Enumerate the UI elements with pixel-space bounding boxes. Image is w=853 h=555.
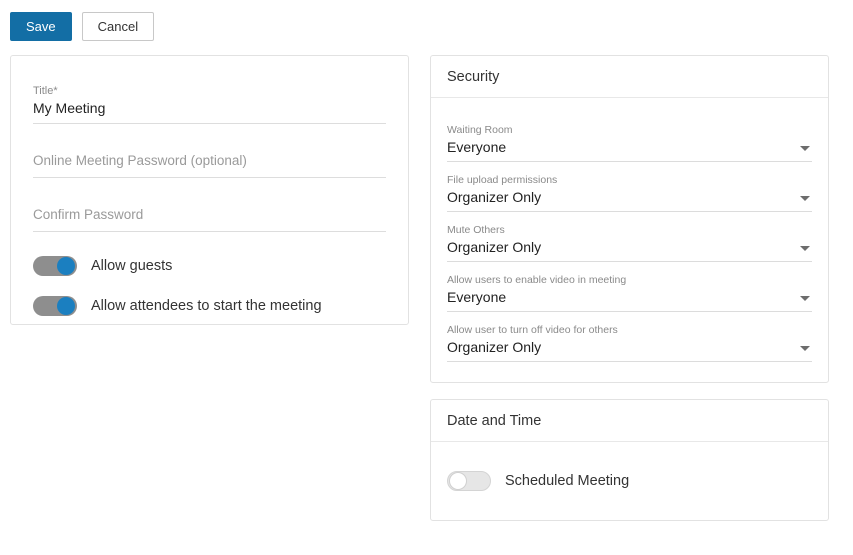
online-meeting-password-field[interactable] — [33, 124, 386, 178]
allow-turn-off-video-select[interactable] — [447, 312, 812, 362]
toolbar — [10, 12, 154, 41]
file-upload-permissions-label: File upload permissions — [447, 173, 558, 186]
chevron-down-icon[interactable] — [800, 296, 810, 301]
chevron-down-icon[interactable] — [800, 246, 810, 251]
chevron-down-icon[interactable] — [800, 146, 810, 151]
waiting-room-label: Waiting Room — [447, 123, 513, 136]
title-input[interactable]: My Meeting — [33, 100, 106, 117]
toggle-knob-icon — [449, 472, 467, 490]
mute-others-label: Mute Others — [447, 223, 505, 236]
mute-others-value: Organizer Only — [447, 239, 542, 256]
meeting-details-card — [10, 55, 409, 325]
save-button[interactable]: Save — [10, 12, 72, 41]
allow-enable-video-value: Everyone — [447, 289, 507, 306]
date-and-time-card — [430, 399, 829, 521]
allow-enable-video-select[interactable] — [447, 262, 812, 312]
allow-enable-video-label: Allow users to enable video in meeting — [447, 273, 627, 286]
confirm-password-field[interactable] — [33, 178, 386, 232]
allow-guests-label: Allow guests — [91, 258, 173, 274]
allow-turn-off-video-label: Allow user to turn off video for others — [447, 323, 618, 336]
mute-others-select[interactable] — [447, 212, 812, 262]
title-required-mark: * — [53, 85, 58, 98]
chevron-down-icon[interactable] — [800, 346, 810, 351]
title-field[interactable] — [33, 70, 386, 124]
scheduled-meeting-toggle[interactable] — [447, 471, 491, 491]
toggle-knob-icon — [57, 297, 75, 315]
title-field-label — [33, 85, 386, 98]
allow-turn-off-video-value: Organizer Only — [447, 339, 542, 356]
confirm-password-placeholder: Confirm Password — [33, 206, 144, 222]
date-and-time-card-header: Date and Time — [431, 400, 828, 442]
toggle-knob-icon — [57, 257, 75, 275]
security-card — [430, 55, 829, 383]
allow-attendees-start-toggle[interactable] — [33, 296, 77, 316]
cancel-button[interactable]: Cancel — [82, 12, 154, 41]
file-upload-permissions-value: Organizer Only — [447, 189, 542, 206]
allow-guests-toggle[interactable] — [33, 256, 77, 276]
waiting-room-select[interactable] — [447, 112, 812, 162]
allow-attendees-start-row[interactable] — [33, 286, 386, 326]
security-card-header: Security — [431, 56, 828, 98]
title-label-text: Title — [33, 85, 54, 98]
file-upload-permissions-select[interactable] — [447, 162, 812, 212]
scheduled-meeting-label: Scheduled Meeting — [505, 473, 630, 489]
allow-guests-row[interactable] — [33, 246, 386, 286]
allow-attendees-start-label: Allow attendees to start the meeting — [91, 298, 322, 314]
waiting-room-value: Everyone — [447, 139, 507, 156]
scheduled-meeting-row[interactable] — [431, 442, 828, 520]
chevron-down-icon[interactable] — [800, 196, 810, 201]
online-meeting-password-placeholder: Online Meeting Password (optional) — [33, 152, 247, 168]
